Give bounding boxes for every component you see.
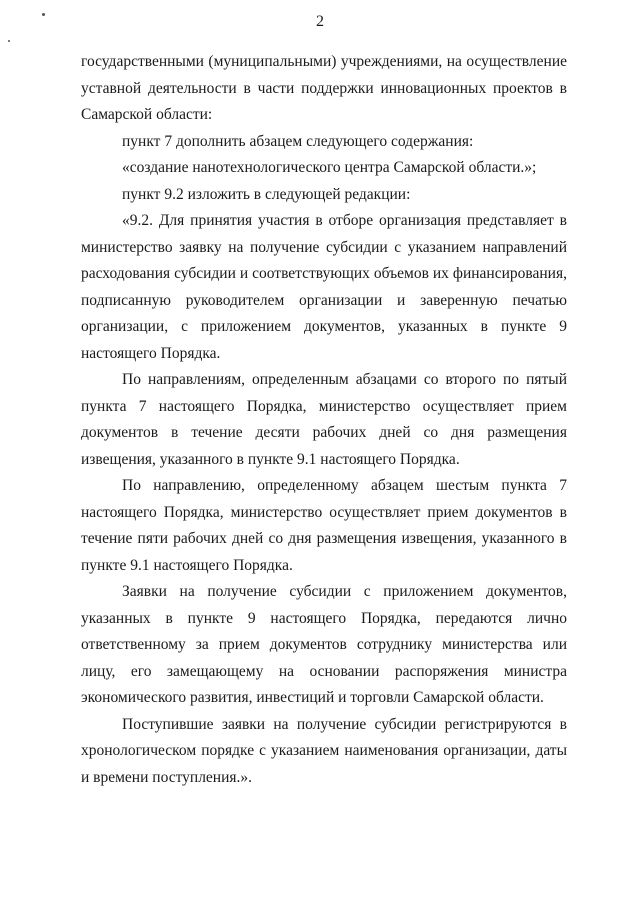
paragraph-9-2-application: «9.2. Для принятия участия в отборе организация представляет в министерство заявку на получение субсидии с указанием направлений расходования субсидии и соответствующих объемов их финансирования, подписанную руководителем организации и заверенную печатью организации, с приложением документов, указанных в пункте 9 настоящего Порядка. [81, 212, 567, 362]
document-body [81, 49, 567, 791]
paragraph-amend-point-9-2: пункт 9.2 изложить в следующей редакции: [122, 185, 411, 203]
page-number: 2 [316, 13, 324, 30]
paragraph-amend-point-7: пункт 7 дополнить абзацем следующего содержания: [122, 132, 474, 150]
paragraph-continuation: государственными (муниципальными) учреждениями, на осуществление уставной деятельности в части поддержки инновационных проектов в Самарской области: [81, 53, 567, 123]
paragraph-nanotech-center: «создание нанотехнологического центра Самарской области.»; [122, 159, 537, 176]
paragraph-submission: Заявки на получение субсидии с приложением документов, указанных в пункте 9 настоящего Порядка, передаются лично ответственному за прием документов сотруднику министерства или лицу, его замещающему на основании распоряжения министра экономического развития, инвестиций и торговли Самарской области. [81, 583, 567, 706]
paragraph-registration: Поступившие заявки на получение субсидии регистрируются в хронологическом порядке с указанием наименования организации, даты и времени поступления.». [81, 715, 567, 786]
scan-mark-2 [8, 40, 10, 42]
paragraph-ten-days: По направлениям, определенным абзацами со второго по пятый пункта 7 настоящего Порядка, министерство осуществляет прием документов в течение десяти рабочих дней со дня размещения извещения, указанного в пункте 9.1 настоящего Порядка. [81, 371, 567, 468]
paragraph-five-days: По направлению, определенному абзацем шестым пункта 7 настоящего Порядка, министерство осуществляет прием документов в течение пяти рабочих дней со дня размещения извещения, указанного в пункте 9.1 настоящего Порядка. [81, 477, 567, 574]
